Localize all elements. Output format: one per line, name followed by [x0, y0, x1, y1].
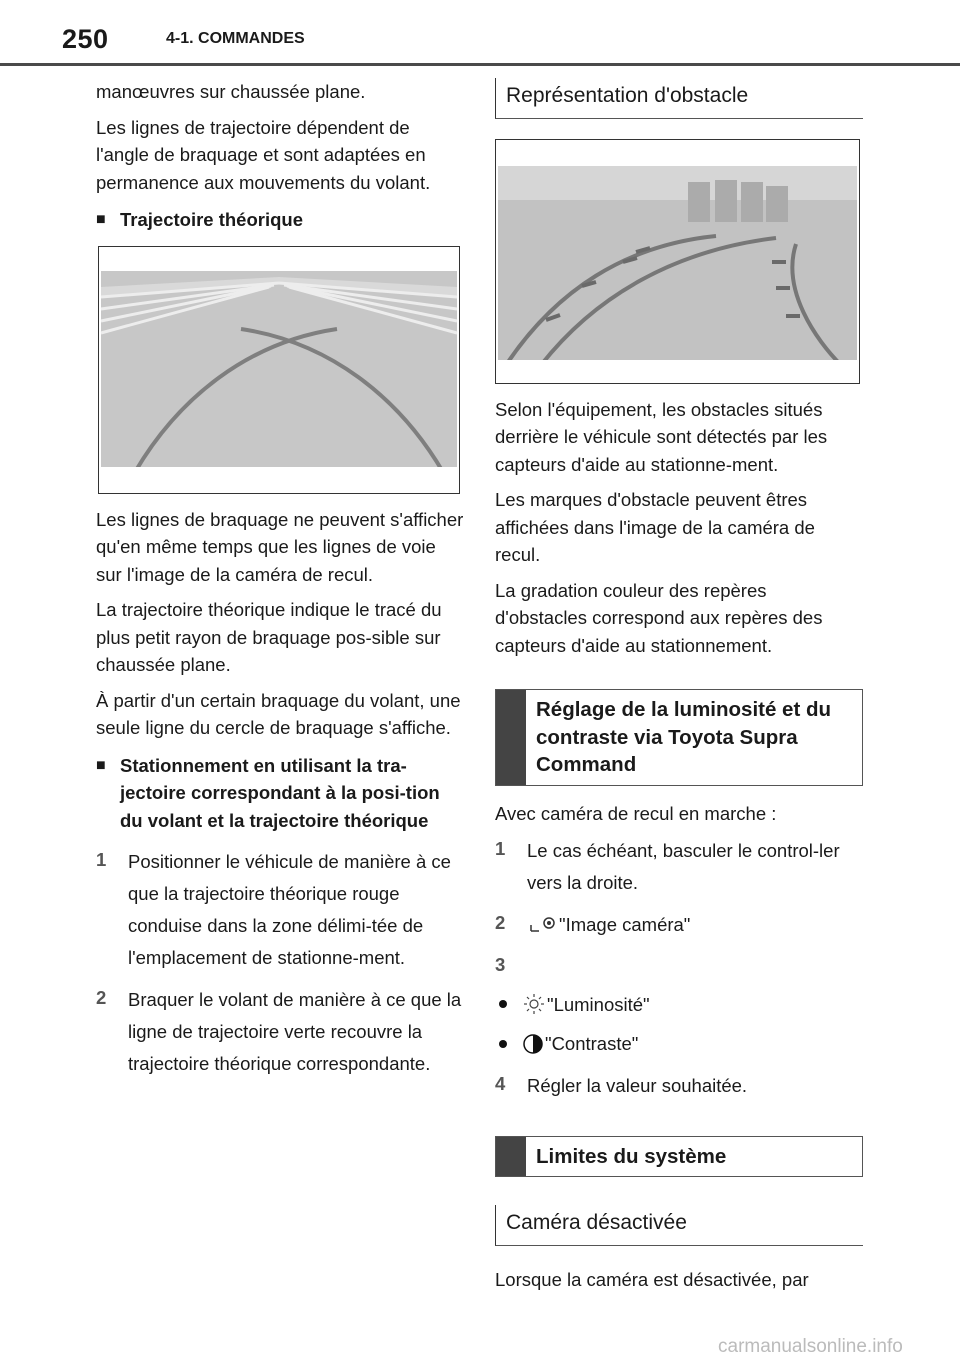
header-divider [0, 63, 960, 66]
paragraph: manœuvres sur chaussée plane. [96, 81, 366, 102]
boxed-heading-text: Réglage de la luminosité et du contraste via Toyota Supra Command [536, 698, 832, 776]
camera-settings-icon [527, 915, 559, 937]
bullet-text: "Luminosité" [547, 993, 650, 1015]
paragraph: La gradation couleur des repères d'obstacles correspond aux repères des capteurs d'aide au stationnement. [495, 579, 823, 656]
bullet-dot [499, 1000, 507, 1008]
obstacle-illustration [496, 140, 859, 383]
step-text [527, 951, 863, 979]
step-item [495, 1070, 863, 1102]
paragraph: Les marques d'obstacle peuvent êtres affichées dans l'image de la caméra de recul. [495, 489, 815, 565]
section-title: 4-1. COMMANDES [166, 30, 305, 47]
square-bullet-icon: ■ [96, 211, 106, 228]
obstacle-camera-figure [495, 139, 860, 384]
page-header [0, 0, 960, 60]
subheading-parking [96, 752, 466, 835]
boxed-heading-brightness [495, 689, 863, 786]
heading-bar [496, 1137, 526, 1177]
step-item [495, 835, 863, 899]
brightness-icon [521, 993, 547, 1015]
step-text: Régler la valeur souhaitée. [527, 1074, 748, 1096]
list-item [495, 1030, 863, 1058]
right-column [495, 78, 863, 1301]
section-heading-obstacle: Représentation d'obstacle [495, 78, 863, 119]
step-number: 1 [96, 849, 107, 870]
paragraph: Les lignes de braquage ne peuvent s'afficher qu'en même temps que les lignes de voie sur l'image de la caméra de recul. [96, 508, 464, 585]
step-text: Positionner le véhicule de manière à ce que la trajectoire théorique rouge conduise dans la zone délimi-tée de l'emplacement de stationne-ment. [128, 851, 451, 968]
trajectory-camera-figure [98, 246, 460, 494]
step-item [96, 984, 466, 1080]
watermark: carmanualsonline.info [718, 1336, 903, 1357]
bullet-text: "Contraste" [545, 1033, 639, 1054]
step-number: 2 [495, 912, 506, 933]
step-number: 1 [495, 838, 506, 859]
paragraph: Selon l'équipement, les obstacles situés derrière le véhicule sont détectés par les capteurs d'aide au stationne-ment. [495, 398, 828, 475]
list-item [495, 991, 863, 1019]
square-bullet-icon: ■ [96, 756, 106, 774]
step-number: 2 [96, 987, 107, 1008]
step-text: "Image caméra" [559, 914, 691, 935]
step-item [495, 951, 863, 979]
heading-bar [496, 690, 526, 785]
step-item [495, 909, 863, 941]
step-text: Le cas échéant, basculer le control-ler vers la droite. [527, 840, 840, 893]
contrast-icon [521, 1033, 545, 1055]
subheading-trajectory [96, 206, 466, 234]
boxed-heading-text: Limites du système [536, 1144, 727, 1168]
boxed-heading-limits [495, 1136, 863, 1178]
subheading-text: Stationnement en utilisant la tra-jectoire correspondant à la posi-tion du volant et la trajectoire théorique [120, 754, 440, 831]
paragraph: Avec caméra de recul en marche : [495, 802, 777, 824]
left-column [96, 78, 466, 1090]
step-item [96, 846, 466, 974]
section-heading-camera-off: Caméra désactivée [495, 1205, 863, 1246]
step-content [527, 909, 863, 941]
paragraph: Lorsque la caméra est désactivée, par [495, 1268, 809, 1290]
paragraph: La trajectoire théorique indique le tracé du plus petit rayon de braquage pos-sible sur chaussée plane. [96, 599, 442, 675]
paragraph: Les lignes de trajectoire dépendent de l'angle de braquage et sont adaptées en permanence aux mouvements du volant. [96, 116, 431, 193]
paragraph: À partir d'un certain braquage du volant, une seule ligne du cercle de braquage s'affiche. [96, 689, 461, 738]
trajectory-illustration [99, 247, 459, 493]
page-number: 250 [62, 24, 109, 54]
bullet-dot [499, 1040, 507, 1048]
step-number: 3 [495, 954, 506, 975]
subheading-text: Trajectoire théorique [120, 209, 303, 230]
step-text: Braquer le volant de manière à ce que la ligne de trajectoire verte recouvre la trajectoire théorique correspondante. [128, 989, 462, 1074]
step-number: 4 [495, 1072, 506, 1094]
